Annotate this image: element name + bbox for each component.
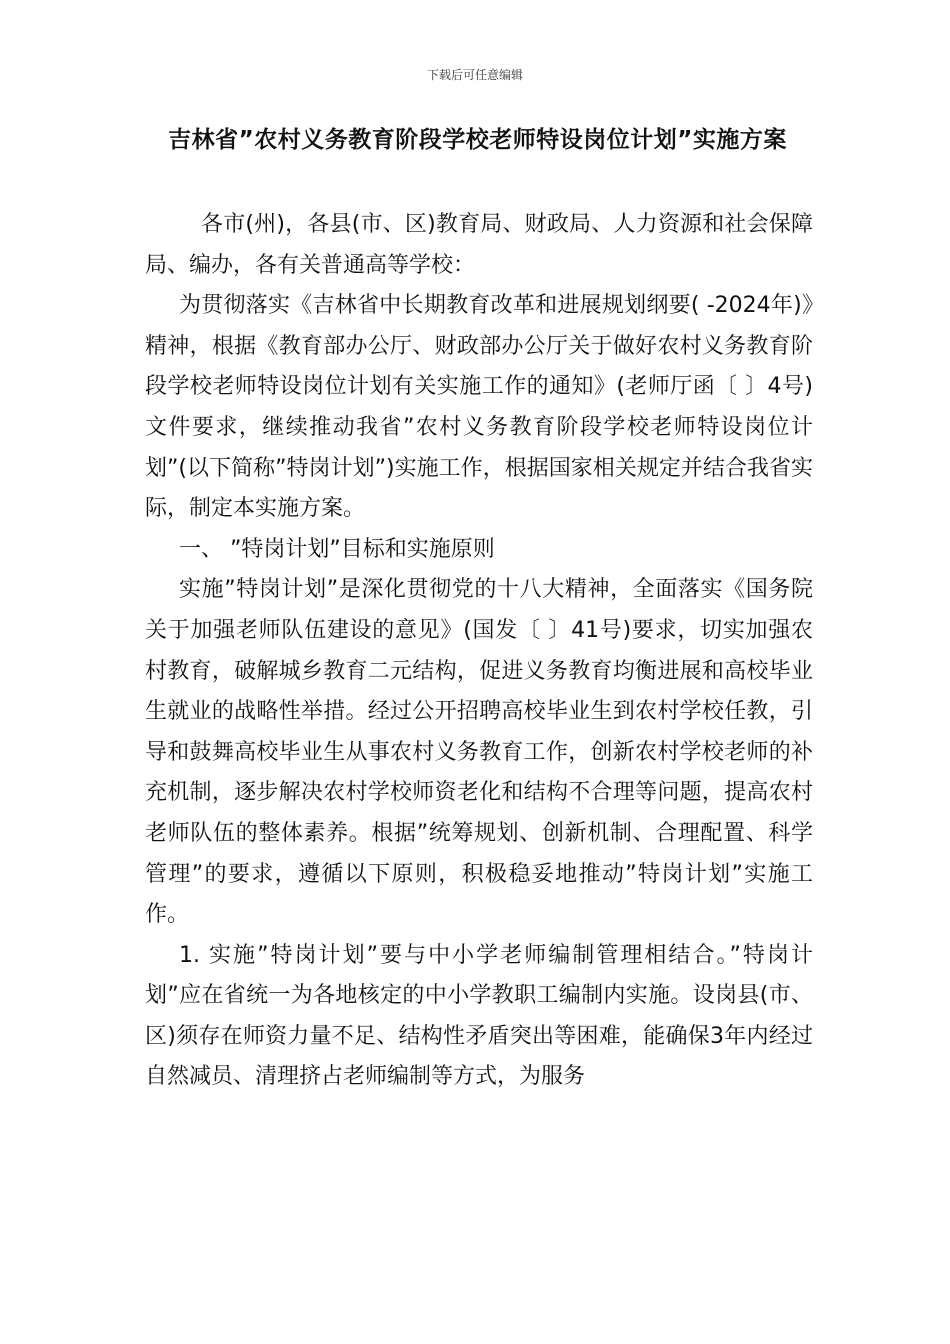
principle-1-paragraph: 1. 实施”特岗计划”要与中小学老师编制管理相结合。”特岗计划”应在省统一为各地核定的中小学教职工编制内实施。设岗县(市、区)须存在师资力量不足、结构性矛盾突出等困难，能确保3年内经过自然减员、清理挤占老师编制等方式，为服务 <box>145 942 813 1090</box>
salutation-paragraph: 各市(州)，各县(市、区)教育局、财政局、人力资源和社会保障局、编办，各有关普通高等学校： <box>145 212 813 278</box>
section-heading-1: 一、 ”特岗计划”目标和实施原则 <box>179 536 495 562</box>
document-title: 吉林省”农村义务教育阶段学校老师特设岗位计划”实施方案 <box>168 127 787 153</box>
section-1-paragraph: 实施”特岗计划”是深化贯彻党的十八大精神，全面落实《国务院关于加强老师队伍建设的意见》(国发〔 〕41号)要求，切实加强农村教育，破解城乡教育二元结构，促进义务教育均衡进展和高校毕业生就业的战略性举措。经过公开招聘高校毕业生到农村学校任教，引导和鼓舞高校毕业生从事农村义务教育工作，创新农村学校老师的补充机制，逐步解决农村学校师资老化和结构不合理等问题，提高农村老师队伍的整体素养。根据”统筹规划、创新机制、合理配置、科学管理”的要求，遵循以下原则，积极稳妥地推动”特岗计划”实施工作。 <box>145 577 813 928</box>
document-body <box>145 205 813 1098</box>
intro-paragraph: 为贯彻落实《吉林省中长期教育改革和进展规划纲要( -2024年)》精神，根据《教育部办公厅、财政部办公厅关于做好农村义务教育阶段学校老师特设岗位计划有关实施工作的通知》(老师厅函〔 〕4号)文件要求，继续推动我省”农村义务教育阶段学校老师特设岗位计划”(以下简称”特岗计划”)实施工作，根据国家相关规定并结合我省实际，制定本实施方案。 <box>145 293 813 522</box>
header-note: 下载后可任意编辑 <box>426 68 523 82</box>
